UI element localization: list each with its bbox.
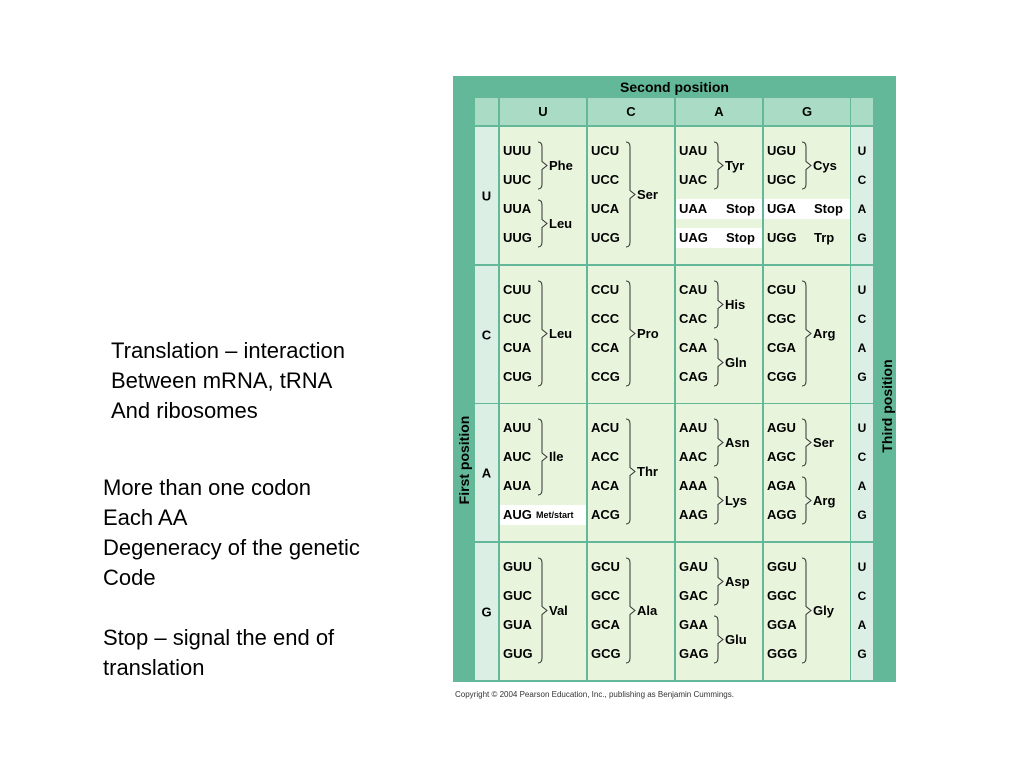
- copyright-notice: Copyright © 2004 Pearson Education, Inc., publishing as Benjamin Cummings.: [455, 690, 734, 699]
- codon-brace: [538, 200, 547, 247]
- row-header-c: [475, 266, 498, 403]
- codon: CGA: [767, 340, 796, 355]
- codon-cell: [588, 404, 674, 541]
- amino-acid-label: Gln: [725, 354, 747, 370]
- third-position-cell: [851, 404, 873, 541]
- codon: UGA: [767, 201, 796, 216]
- amino-acid-label: Val: [549, 602, 568, 618]
- codon: CCU: [591, 282, 620, 297]
- brace-layer: [500, 266, 586, 403]
- codon: GAC: [679, 588, 708, 603]
- brace-layer: [676, 543, 762, 680]
- amino-acid-label: Ser: [813, 434, 834, 450]
- codon-brace: [626, 281, 635, 386]
- codon: CGC: [767, 311, 796, 326]
- codon: AUC: [503, 449, 532, 464]
- codon: CUC: [503, 311, 532, 326]
- third-position-letter: A: [857, 341, 867, 355]
- row-header-a: [475, 404, 498, 541]
- codon-brace: [714, 477, 723, 524]
- translation-note: Translation – interaction Between mRNA, tRNA And ribosomes: [111, 338, 345, 423]
- codon: GUU: [503, 559, 532, 574]
- codon: CAU: [679, 282, 708, 297]
- start-label: Met/start: [536, 510, 574, 520]
- amino-acid-label: Ile: [549, 449, 564, 464]
- codon: AGU: [767, 420, 796, 435]
- brace-layer: [764, 543, 850, 680]
- codon: GAA: [679, 617, 708, 632]
- codon: ACG: [591, 507, 620, 522]
- codon: GUC: [503, 588, 532, 603]
- column-header-g: G: [764, 98, 850, 125]
- codon: UAU: [679, 143, 708, 158]
- codon: GCC: [591, 588, 620, 603]
- codon: CAC: [679, 311, 708, 326]
- brace-layer: [764, 266, 850, 403]
- amino-acid-label: His: [725, 296, 746, 312]
- stop-label: Stop: [726, 201, 755, 216]
- codon-brace: [802, 142, 811, 189]
- codon: CCA: [591, 340, 620, 355]
- codon: UCG: [591, 230, 620, 245]
- codon-cell: [588, 127, 674, 264]
- codon: AUA: [503, 478, 532, 493]
- codon: CGG: [767, 369, 797, 384]
- codon: ACU: [591, 420, 620, 435]
- brace-layer: [588, 127, 674, 264]
- codon: UUU: [503, 143, 532, 158]
- codon-brace: [538, 419, 547, 495]
- amino-acid-label: Trp: [814, 230, 835, 245]
- third-position-letter: G: [857, 370, 867, 384]
- codon: CCG: [591, 369, 620, 384]
- codon: CAA: [679, 340, 708, 355]
- third-position-letter: U: [857, 560, 867, 574]
- codon: ACC: [591, 449, 620, 464]
- amino-acid-label: Lys: [725, 492, 747, 508]
- codon: CAG: [679, 369, 708, 384]
- row-header-label: G: [481, 604, 492, 619]
- codon-brace: [626, 419, 635, 524]
- third-position-letter: U: [857, 421, 867, 435]
- brace-layer: [676, 404, 762, 541]
- third-position-letter: U: [857, 283, 867, 297]
- third-position-letter: G: [857, 231, 867, 245]
- amino-acid-label: Glu: [725, 631, 747, 647]
- codon: GCG: [591, 646, 621, 661]
- codon-brace: [714, 281, 723, 328]
- codon-cell: [764, 266, 850, 403]
- codon-brace: [802, 558, 811, 663]
- codon: GGC: [767, 588, 797, 603]
- codon-cell: [588, 543, 674, 680]
- codon-cell: [676, 127, 762, 264]
- brace-layer: [500, 543, 586, 680]
- third-header-block: [851, 98, 873, 125]
- codon: GAU: [679, 559, 708, 574]
- amino-acid-label: Cys: [813, 157, 837, 173]
- third-position-letter: A: [857, 202, 867, 216]
- third-position-label: Third position: [879, 359, 895, 453]
- codon: AAC: [679, 449, 708, 464]
- codon-brace: [538, 142, 547, 189]
- brace-layer: [676, 266, 762, 403]
- codon-cell: [500, 404, 586, 541]
- codon-cell: [500, 543, 586, 680]
- third-position-cell: [851, 127, 873, 264]
- stop-label: Stop: [814, 201, 843, 216]
- row-header-u: [475, 127, 498, 264]
- codon: CUA: [503, 340, 532, 355]
- codon-cell: [500, 266, 586, 403]
- brace-layer: [764, 404, 850, 541]
- third-position-letter: A: [857, 618, 867, 632]
- codon-brace: [714, 142, 723, 189]
- codon: GGG: [767, 646, 798, 661]
- codon-brace: [714, 339, 723, 386]
- amino-acid-label: Ser: [637, 186, 658, 202]
- third-position-letter: C: [857, 589, 867, 603]
- codon: UAG: [679, 230, 708, 245]
- third-position-letter: C: [857, 312, 867, 326]
- codon-brace: [626, 142, 635, 247]
- row-header-label: C: [481, 327, 492, 342]
- codon: GUG: [503, 646, 533, 661]
- third-position-letter: G: [857, 647, 867, 661]
- codon-cell: [500, 127, 586, 264]
- codon: UGU: [767, 143, 796, 158]
- brace-layer: [588, 266, 674, 403]
- codon-cell: [676, 266, 762, 403]
- codon: GCU: [591, 559, 620, 574]
- amino-acid-label: Asp: [725, 573, 750, 589]
- codon: AAG: [679, 507, 708, 522]
- third-position-letter: C: [857, 450, 867, 464]
- brace-layer: [588, 543, 674, 680]
- first-position-label: First position: [456, 415, 472, 505]
- codon: ACA: [591, 478, 620, 493]
- column-header-u: U: [500, 98, 586, 125]
- codon: CCC: [591, 311, 620, 326]
- codon-brace: [714, 616, 723, 663]
- amino-acid-label: Pro: [637, 325, 659, 341]
- amino-acid-label: Arg: [813, 492, 836, 508]
- codon: UUA: [503, 201, 532, 216]
- brace-layer: [764, 127, 850, 264]
- codon: AGA: [767, 478, 796, 493]
- third-position-letter: C: [857, 173, 867, 187]
- degeneracy-note: More than one codon Each AA Degeneracy of the genetic Code Stop – signal the end of translation: [103, 475, 360, 680]
- codon: CUG: [503, 369, 532, 384]
- column-header-a: A: [676, 98, 762, 125]
- amino-acid-label: Asn: [725, 434, 750, 450]
- codon: GCA: [591, 617, 620, 632]
- codon: GUA: [503, 617, 532, 632]
- codon: UCU: [591, 143, 620, 158]
- amino-acid-label: Phe: [549, 157, 573, 173]
- amino-acid-label: Gly: [813, 602, 834, 618]
- third-position-letter: U: [857, 144, 867, 158]
- codon: UCA: [591, 201, 620, 216]
- codon: CUU: [503, 282, 532, 297]
- codon-cell: [764, 404, 850, 541]
- codon: AGG: [767, 507, 797, 522]
- row-header-label: A: [481, 465, 492, 480]
- codon-brace: [714, 419, 723, 466]
- codon: GAG: [679, 646, 709, 661]
- codon: AAU: [679, 420, 708, 435]
- codon: UUC: [503, 172, 532, 187]
- codon-brace: [626, 558, 635, 663]
- codon: UGC: [767, 172, 796, 187]
- codon-cell: [676, 543, 762, 680]
- codon: UAA: [679, 201, 708, 216]
- codon: CGU: [767, 282, 796, 297]
- second-position-label: Second position: [620, 79, 729, 95]
- codon: UGG: [767, 230, 797, 245]
- codon: UAC: [679, 172, 708, 187]
- row-header-label: U: [481, 188, 492, 203]
- codon-cell: [764, 127, 850, 264]
- genetic-code-table: [453, 76, 896, 682]
- third-position-letter: A: [857, 479, 867, 493]
- codon-brace: [538, 281, 547, 386]
- codon: AAA: [679, 478, 708, 493]
- codon-brace: [802, 281, 811, 386]
- codon-brace: [714, 558, 723, 605]
- row-header-g: [475, 543, 498, 680]
- amino-acid-label: Tyr: [725, 157, 745, 173]
- codon: AUU: [503, 420, 532, 435]
- brace-layer: [500, 127, 586, 264]
- codon: UCC: [591, 172, 620, 187]
- brace-layer: [588, 404, 674, 541]
- stop-label: Stop: [726, 230, 755, 245]
- codon: AGC: [767, 449, 796, 464]
- amino-acid-label: Leu: [549, 215, 573, 231]
- amino-acid-label: Thr: [637, 463, 658, 479]
- codon: GGU: [767, 559, 797, 574]
- codon-cell: [588, 266, 674, 403]
- third-position-cell: [851, 543, 873, 680]
- column-header-c: C: [588, 98, 674, 125]
- codon-cell: [676, 404, 762, 541]
- codon-cell: [764, 543, 850, 680]
- amino-acid-label: Arg: [813, 325, 836, 341]
- third-position-cell: [851, 266, 873, 403]
- codon-brace: [802, 477, 811, 524]
- codon: UUG: [503, 230, 532, 245]
- table-corner: [475, 98, 498, 125]
- codon: GGA: [767, 617, 797, 632]
- codon: AUG: [503, 507, 532, 522]
- codon-brace: [538, 558, 547, 663]
- amino-acid-label: Ala: [637, 602, 658, 618]
- amino-acid-label: Leu: [549, 325, 573, 341]
- third-position-letter: G: [857, 508, 867, 522]
- codon-brace: [802, 419, 811, 466]
